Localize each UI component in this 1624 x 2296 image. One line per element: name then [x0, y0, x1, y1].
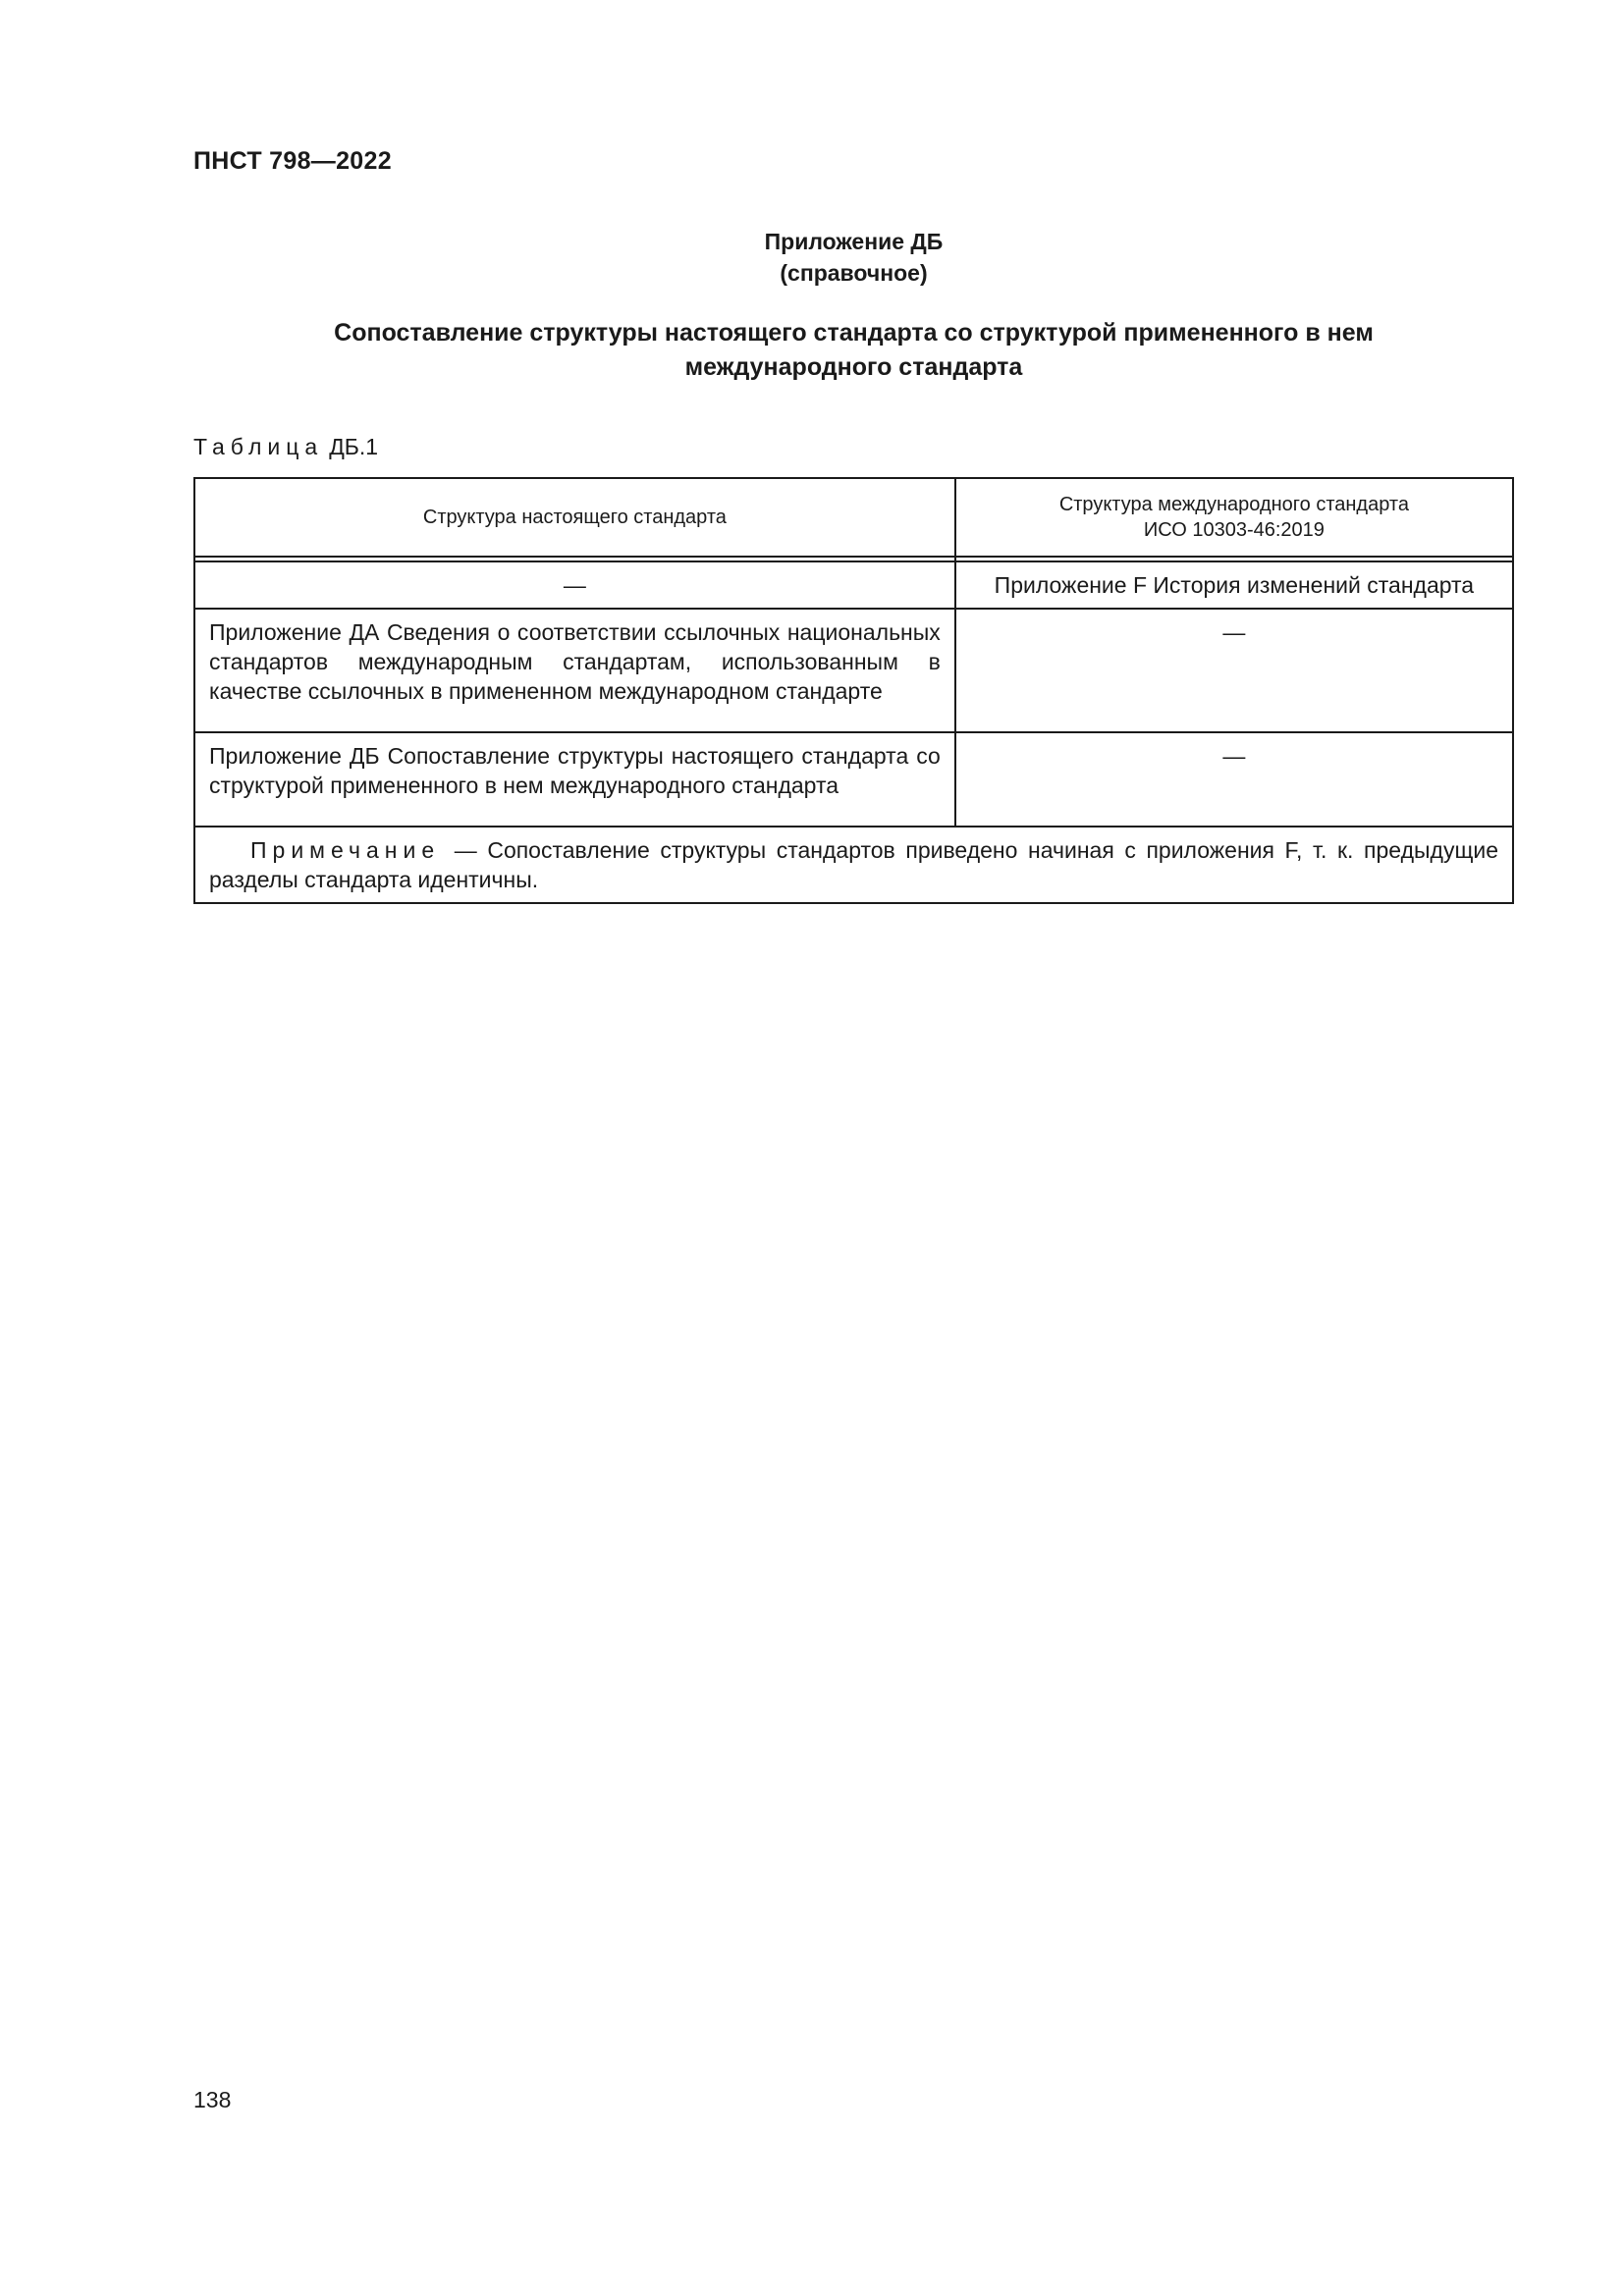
table-cell-international: Приложение F История изменений стандарта — [955, 561, 1513, 609]
note-text: — Сопоставление структуры стандартов приведено начиная с приложения F, т. к. предыдущие разделы стандарта идентичны. — [209, 837, 1498, 892]
comparison-table — [193, 477, 1514, 904]
table-caption-label: Таблица — [193, 434, 324, 459]
column-header-international-standard — [955, 478, 1513, 557]
appendix-title-line-1: Сопоставление структуры настоящего стандарта со структурой примененного в нем — [334, 319, 1374, 347]
table-cell-international: — — [955, 732, 1513, 827]
table-row — [194, 732, 1513, 827]
table-cell-current: Приложение ДА Сведения о соответствии ссылочных национальных стандартов международным стандартам, использованным в качестве ссылочных в примененном международном стандарте — [194, 609, 955, 732]
table-row — [194, 609, 1513, 732]
page-number: 138 — [193, 2087, 232, 2112]
column-header-international-line-2: ИСО 10303-46:2019 — [1143, 519, 1325, 541]
table-row — [194, 561, 1513, 609]
table-note-row — [194, 827, 1513, 903]
appendix-kind: (справочное) — [780, 260, 928, 286]
table-cell-current: — — [194, 561, 955, 609]
table-cell-international: — — [955, 609, 1513, 732]
table-cell-current: Приложение ДБ Сопоставление структуры настоящего стандарта со структурой примененного в нем международного стандарта — [194, 732, 955, 827]
table-note — [194, 827, 1513, 903]
table-header-row — [194, 478, 1513, 557]
appendix-title — [193, 316, 1514, 385]
column-header-current-standard: Структура настоящего стандарта — [194, 478, 955, 557]
table-caption — [193, 434, 378, 460]
appendix-title-line-2: международного стандарта — [684, 353, 1023, 381]
column-header-international-line-1: Структура международного стандарта — [1058, 494, 1409, 515]
appendix-heading — [193, 226, 1514, 289]
document-code: ПНСТ 798—2022 — [193, 147, 392, 175]
appendix-name: Приложение ДБ — [764, 229, 944, 254]
note-label: Примечание — [250, 837, 441, 863]
table-caption-number: ДБ.1 — [329, 434, 379, 459]
